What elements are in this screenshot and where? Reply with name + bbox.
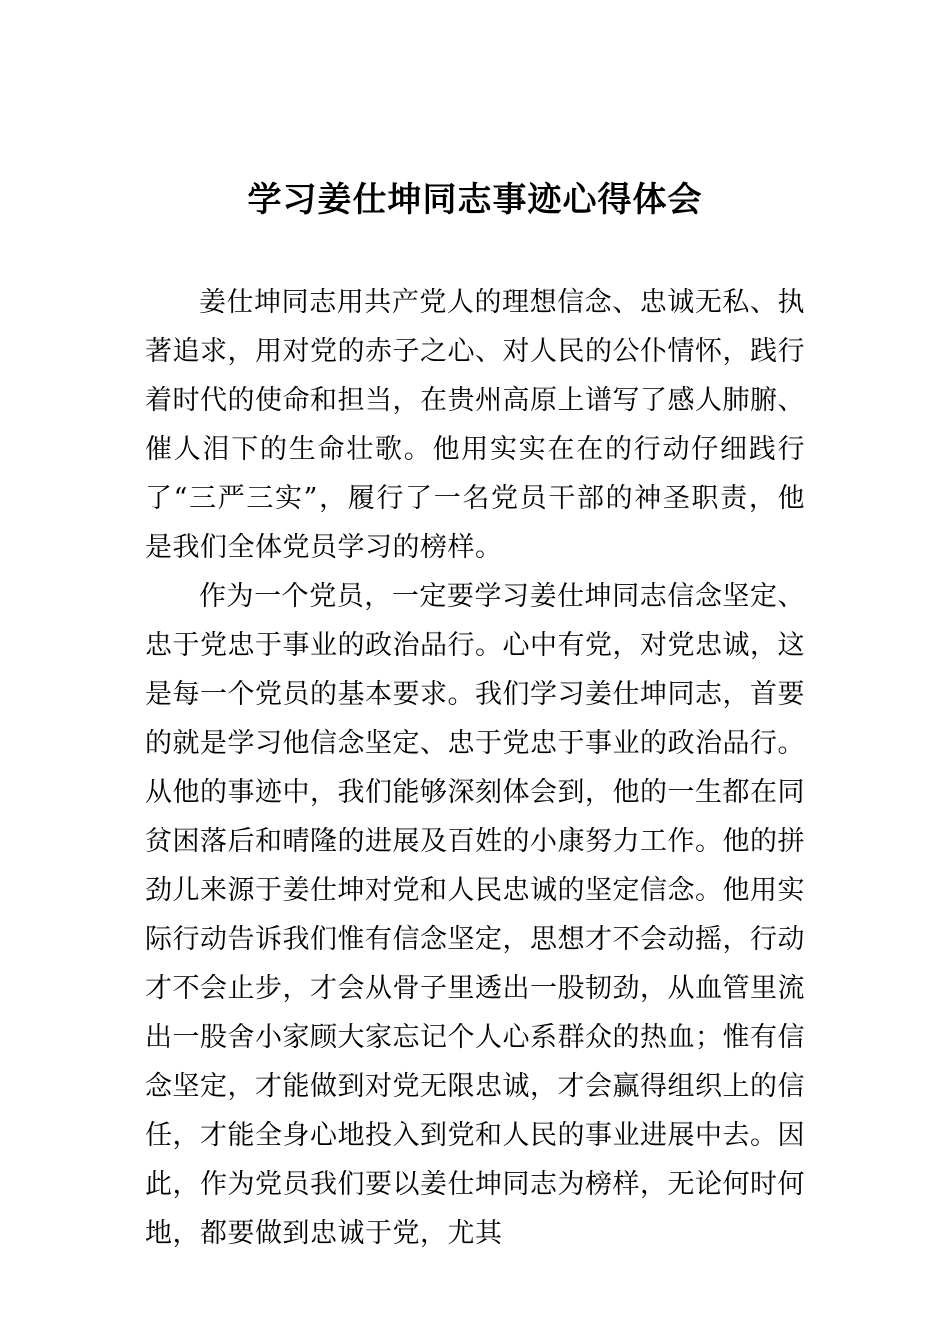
document-body <box>145 278 805 1258</box>
paragraph-2: 作为一个党员，一定要学习姜仕坤同志信念坚定、忠于党忠于事业的政治品行。心中有党，对党忠诚，这是每一个党员的基本要求。我们学习姜仕坤同志，首要的就是学习他信念坚定、忠于党忠于事业的政治品行。从他的事迹中，我们能够深刻体会到，他的一生都在同贫困落后和晴隆的进展及百姓的小康努力工作。他的拼劲儿来源于姜仕坤对党和人民忠诚的坚定信念。他用实际行动告诉我们惟有信念坚定，思想才不会动摇，行动才不会止步，才会从骨子里透出一股韧劲，从血管里流出一股舍小家顾大家忘记个人心系群众的热血；惟有信念坚定，才能做到对党无限忠诚，才会赢得组织上的信任，才能全身心地投入到党和人民的事业进展中去。因此，作为党员我们要以姜仕坤同志为榜样，无论何时何地，都要做到忠诚于党，尤其 <box>145 581 805 1249</box>
document-title: 学习姜仕坤同志事迹心得体会 <box>247 180 703 220</box>
paragraph-1: 姜仕坤同志用共产党人的理想信念、忠诚无私、执著追求，用对党的赤子之心、对人民的公仆情怀，践行着时代的使命和担当，在贵州高原上谱写了感人肺腑、催人泪下的生命壮歌。他用实实在在的行动仔细践行了“三严三实”，履行了一名党员干部的神圣职责，他是我们全体党员学习的榜样。 <box>145 287 805 563</box>
